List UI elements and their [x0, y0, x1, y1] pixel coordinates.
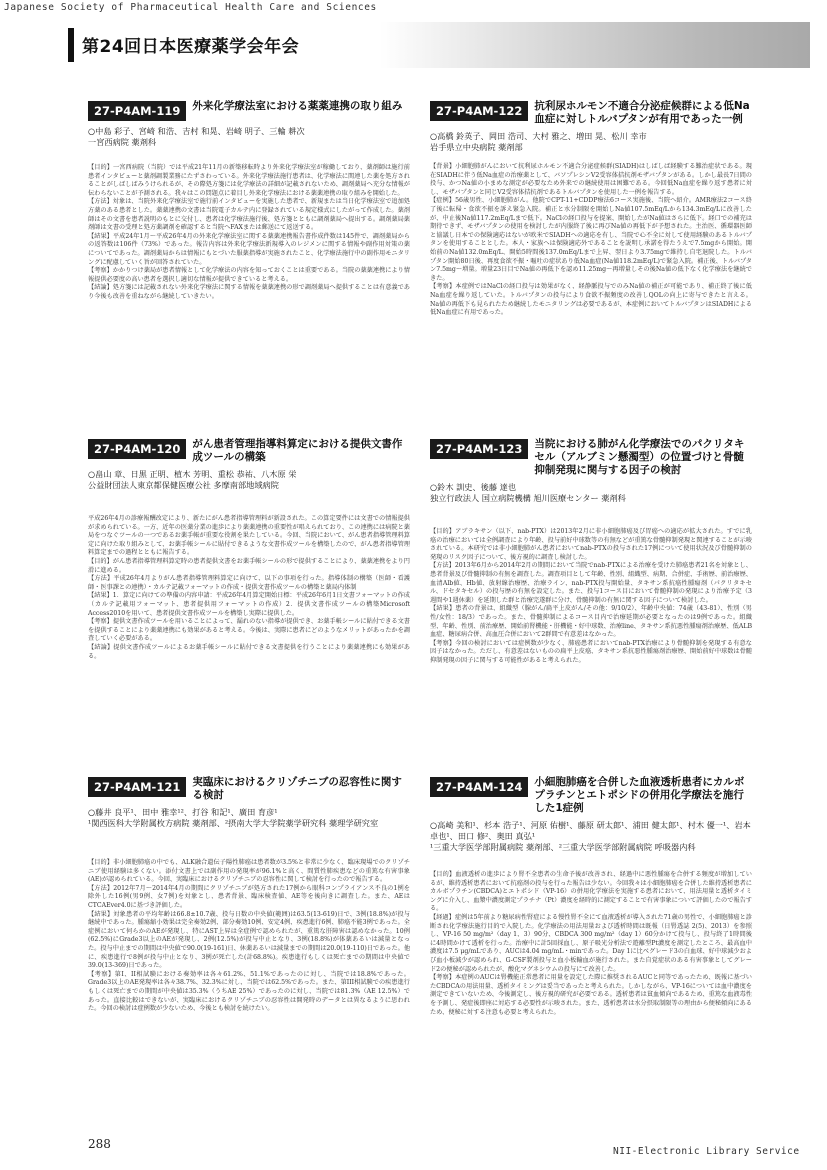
abstract-title: 抗利尿ホルモン不適合分泌症候群による低Na血症に対しトルバプタンが有用であった一例 [534, 100, 750, 125]
abstract-paragraph: 【結論】処方箋には記載されない外来化学療法に関する情報を薬薬連携の形で調剤薬局へ提供することは有意義であり今後も改善を重ねながら継続していきたい。 [88, 284, 410, 300]
abstract-authors: ○高橋 鈴英子、岡田 浩司、大村 雅之、増田 晃、松川 幸市 [430, 131, 647, 141]
abstract-title: がん患者管理指導料算定における提供文書作成ツールの構築 [192, 438, 403, 463]
abstract-title: 当院における肺がん化学療法でのパクリタキセル（アルブミン懸濁型）の位置づけと骨髄抑制発現に関与する因子の検討 [534, 438, 745, 476]
abstract-paragraph: 【目的】アブラキサン（以下、nab-PTX）は2013年2月に非小細胞肺癌及び胃癌への適応が拡大された。すでに乳癌の治療においては全例調査により年齢、投与前好中球数等の有無などが重篤な骨髄抑制発現と関連することが示唆されている。本研究では非小細胞肺がん患者においてnab-PTXの投与された17例について使用状況及び骨髄抑制の発現のリスク因子について、後方視的に調査し検討した。 [430, 528, 752, 561]
abstract-title: 実臨床におけるクリゾチニブの忍容性に関する検討 [192, 776, 402, 801]
abstract-paragraph: 【結果】1．算定に向けての準備の内容申請：平成26年4月算定開始日標：平成26年6月1日文書フォーマットの作成（カルテ記載用フォーマット、患者提供用フォーマットの作成）2．提供文書作成ツールの構築Microsoft Access2010を用いて、患者提供文書作成ツールを構築し実際に提供した。 [88, 592, 410, 617]
abstract-paragraph: 【目的】一宮西病院（当院）では平成21年11月の新築移転時より外来化学療法室が稼働しており、薬剤師は施行前患者インタビューと薬剤調製業務にたずさわっている。外来化学療法施行患者は、化学療法に関連した薬を処方されることがしばしばみうけられるが、その際処方箋には化学療法の詳細が記載されないため、調剤薬局へ充分な情報が伝わらないことが予測される。我々はこの問題点に着目し外来化学療法における薬薬連携の取り組みを開始した。 [88, 164, 410, 197]
abstract-paragraph: 【方法】2013年6月から2014年2月の期間において当院でnab-PTXによる治療を受けた肺癌患者21名を対象とし、患者背景及び骨髄抑制の有無を調査した。調査項目として年齢、性別、組織型、病期、合併症、手術歴、前治療歴、血清Alb値、Hb値、放射線治療歴、治療ライン、nab-PTX投与開始量、タキサン系抗癌性腫瘍剤（パクリタキセル、ドセタキセル）の投与歴の有無を設定した。また、投与1コース目において骨髄抑制の発現により治療予定（3週間や1週休薬）を延期した群と治療完遂群に分け、骨髄抑制の有無に関する因子について検討した。 [430, 562, 752, 604]
abstract-123 [430, 438, 752, 666]
abstract-affiliation: 独立行政法人 国立病院機構 旭川医療センター 薬剤科 [430, 493, 626, 503]
header-accent-bar [68, 28, 74, 62]
footer-service: NII-Electronic Library Service [613, 1146, 800, 1157]
abstract-paragraph: 【方法】平成26年4月よりがん患者指導管理料算定に向けて、以下の事項を行った。指導体制の構築（医師・看護師・医事課との連携）・カルテ記載フォーマットの作成・提供文書作成ツールの構築と薬局内体制 [88, 575, 410, 591]
abstract-paragraph: 【考察】本症例のAUCは腎機能正常患者に用量を設定した際に推奨されるAUCと同等であったため、既報に基づいたCBDCAの用法用量、透析タイミングは妥当であったと考えられた。しかしながら、VP-16については血中濃度を測定できていないため、今後測定し、後方視的研究が必要である。透析患者は貧血傾向であるため、重篤な血液毒性を予測し、発症後即座に対応する必要性が示唆された。また、透析患者は水分摂取制限等の理由から便秘傾向にあるため、便秘に対する注意も必要と考えられた。 [430, 974, 752, 1016]
abstract-paragraph: 【結論】提供文書作成ツールによるお薬手帳シールに貼付できる文書提供を行うことにより薬薬連携にも効果がある。 [88, 643, 410, 660]
abstract-122 [430, 100, 752, 318]
page-number: 288 [88, 1137, 111, 1151]
abstract-paragraph: 【目的】がん患者指導管理料算定時の患者提供文書をお薬手帳シールの形で提供することにより、薬薬連携をより円滑に進める。 [88, 557, 410, 574]
abstract-affiliation: ¹三重大学医学部附属病院 薬剤部、²三重大学医学部附属病院 呼吸器内科 [430, 842, 696, 852]
abstract-code: 27-P4AM-120 [88, 439, 186, 459]
abstract-paragraph: 【経過】症例は5年前より糖尿病性腎症による慢性腎不全にて血液透析が導入された71歳の男性で、小細胞肺癌と診断され化学療法施行目的で入院した。化学療法の用法用量および透析時間は既報（日腎透誌 2(5)、2013）を参照し、VP-16 50 mg/m²（day 1、3）90分、CBDCA 300 mg/m²（day 1）60分かけて投与し、投与終了1時間後に4時間かけて透析を行った。治療中に計5回採血し、原子吸光分析法で遊離型Pt濃度を測定したところ、最高血中濃度は7.5 μg/mLであり、AUCは4.04 mg/mL・minであった。Day 1に比べグレード3の白血球、好中球減少および血小板減少が認められ、G-CSF製剤投与と血小板輸血が施行された。また自覚症状のある有害事象としてグレード2の便秘が認められたが、酸化マグネシウムの投与にて改善した。 [430, 913, 752, 973]
society-name: Japanese Society of Pharmaceutical Health Care and Sciences [4, 2, 377, 13]
abstract-paragraph: 【方法】対象は、当院外来化学療法室で施行前インタビューを実施した患者で、新規または当日化学療法室で追加処方薬のある患者とした。薬薬連携の文書は当院電子カルテ内に登録されている規定様式にしたがって作成した。薬剤師はその文書を患者説明のもとに交付し、患者は化学療法施行後、処方箋とともに調剤薬局へ提出する。調剤薬局薬剤師は文書の受理と処方薬調剤を確認すると当院へFAXまたは郵送にて返送する。 [88, 198, 410, 232]
abstract-paragraph: 【方法】2012年7月〜2014年4月の期間にクリゾチニブが処方された17例から眼科コンプライアンス不良の1例を除外した16例(男9例、女7例)を対象とし、患者背景、臨床検査値、AE等を後向きに調査した。また、AEはCTCAEver4.0に基づき評価した。 [88, 884, 410, 909]
abstract-authors: ○中島 彩子、宮崎 和浩、吉村 和晃、岩崎 明子、三輪 耕次 [88, 126, 305, 136]
abstract-paragraph: 平成26年4月の診療報酬改定により、新たにがん患者指導管理料が新設された。この算定要件には文書での情報提供が求められている。一方、近年の医薬分業の進歩により薬薬連携の重要性が唱えられており、この連携には病院と薬局をつなぐツールの一つであるお薬手帳が重要な役割を果たしている。今回、当院において、がん患者指導管理料算定に向けた取り組みとして、お薬手帳シールに貼付できるような文書作成ツールを構築したので、がん患者指導管理料算定までの過程とともに報告する。 [88, 515, 410, 557]
abstract-121 [88, 776, 410, 1014]
abstract-body [88, 164, 410, 302]
abstract-body [430, 163, 752, 318]
abstract-authors: ○鈴木 訓史、後藤 達也 [430, 482, 517, 492]
abstract-paragraph: 【考察】提供文書作成ツールを用いることによって、漏れのない指導が提供でき、お薬手帳シールに貼付できる文書を提供することにより薬薬連携にも効果があると考える。今後は、実際に患者にどのようなメリットがあったかを調査していく必要がある。 [88, 618, 410, 643]
abstract-body [430, 871, 752, 1017]
abstract-affiliation: 一宮西病院 薬剤科 [88, 137, 157, 147]
conference-title: 第24回日本医療薬学会年会 [82, 37, 300, 57]
abstract-body [430, 528, 752, 666]
abstract-paragraph: 【結果】対象患者の平均年齢は66.8±10.7歳、投与日数の中央値(範囲)は63.5(13-619)日で、3例(18.8%)が投与継続中であった。腫瘍縮小効果は完全奏効2例、部分奏効10例、安定4例、疾患進行6例、肺癌不能3例であった。全症例において何らかのAEが発現し、特にAST上昇は全症例で認められたが、重篤な肝障害は認めなかった。10例(62.5%)にGrade3以上のAEが発現し、2例(12.5%)が投与中止となり、3例(18.8%)が体薬あるいは減量となった。投与中止までの期間は中央値で90.0(19-161)日、休薬あるいは減量までの期間は20.0(19-110)日であった。他に、疾患進行で8例が投与中止となり、3例が死亡した(計68.8%)。疾患進行もしくは死亡までの期間は中央値で39.0(13-369)日であった。 [88, 910, 411, 970]
abstract-code: 27-P4AM-122 [430, 101, 528, 121]
abstract-title: 外来化学療法室における薬薬連携の取り組み [192, 100, 403, 112]
abstract-paragraph: 【結果】平成24年1月〜平成26年4月の外来化学療法室に関する薬薬連携報告書作成件数は145件で、調剤薬局からの返答数は106件（73%）であった。報告内容は外来化学療法新規導入のレジメンに関する情報や副作用対策の薬についてであった。調剤薬局からは情報にもとづいた服薬指導が実施されたこと、化学療法施行中の副作用モニタリングに配慮していく旨が回答されていた。 [88, 232, 410, 266]
abstract-authors: ○藤井 良平¹、田中 雅幸¹²、打谷 和記¹、廣田 育彦¹ [88, 807, 278, 817]
abstract-paragraph: 【症例】56歳男性、小細胞肺がん。他院でCPT-11+CDDP療法6コース実施後、当院へ紹介。AMR療法2コース終了後に転帰・食欲不振を訴え緊急入院。補正と水分制限を開始しNa値107.5mEq/Lから134.3mEq/Lに改善したが、中止後Na値117.2mEq/Lまで低下。NaClの経口投与を提案、開始したがNa値はさらに低下。経口での補充は期待できず、モザバプタンの使用を検討したが内服終了後に再びNa値の再低下が予想された。主治医、循環器医師と協議し日本での保険適応はないが欧米でSIADHへの適応を有し、当院で心不全に対して使用経験のあるトルバプタンを使用することとした。本人・家族へは保険適応外であることを説明し承諾を得たうえで7.5mgから開始。開始前のNa値132.0mEq/L、開始5時間後137.0mEq/Lまで上昇、翌日より3.75mgで維持し自宅退院した。トルバプタン開始80日後、再度食欲不振・嘔吐の症状あり低Na血症(Na値118.2mEq/L)で緊急入院。補正後、トルバプタン7.5mg〜増量。増量23日目でNa値の再低下を認め11.25mg〜再増量しその後Na値の低下なく化学療法を継続できた。 [430, 197, 752, 282]
abstract-paragraph: 【考察】本症例ではNaClの経口投与は効果がなく、経静脈投与でのみNa値の補正が可能であり、補正終了後に低Na血症を繰り返していた。トルバプタンの投与により食欲不振頻度の改善しQOLの向上に寄与できたと言える。Na値の再低下も見られたため継続したモニタリングは必要であるが、本症例においてトルバプタンはSIADHによる低Na血症に有用であった。 [430, 283, 752, 317]
abstract-code: 27-P4AM-123 [430, 439, 528, 459]
abstract-paragraph: 【考察】かかりつけ薬局が患者情報として化学療法の内容を知っておくことは重要である。当院の薬薬連携により情報提供必要度の高い患者を選択し適切な情報が提供できていると考える。 [88, 267, 410, 283]
abstract-title: 小細胞肺癌を合併した血液透析患者にカルボプラチンとエトポシドの併用化学療法を施行した1症例 [534, 776, 745, 814]
abstract-code: 27-P4AM-124 [430, 777, 528, 797]
abstract-affiliation: ¹関西医科大学附属枚方病院 薬剤部、²摂南大学大学院薬学研究科 薬理学研究室 [88, 818, 379, 828]
abstract-body [88, 859, 410, 1014]
abstract-affiliation: 公益財団法人東京都保健医療公社 多摩南部地域病院 [88, 480, 279, 490]
abstract-120 [88, 438, 410, 661]
abstract-paragraph: 【結果】患者の背景は、組織型（腺がん/扁平上皮がん/その他：9/10/2）、年齢中央値：74歳（43-81）、性別（男性/女性：18/3）であった。また、骨髄抑制によるコース目内で治療延期が必要となったのは9例であった。組織型、年齢、性別、前治療歴、開始前腎機能・肝機能・好中球数、治療line、タキサン系抗悪性腫瘍剤治療歴、低ALB血症、糖尿病合併、高血圧合併において2群間で有意差はなかった。 [430, 605, 752, 639]
abstract-124 [430, 776, 752, 1017]
abstract-paragraph: 【背景】小細胞肺がんにおいて抗利尿ホルモン不適合分泌症候群(SIADH)はしばしば経験する難治症状である。現在SIADHに伴う低Na血症の治療薬として、バソプレシンV2受容体拮抗剤モザバプタンがある。しかし最長7日間の投与、かつNa値の小まめな測定が必要なため外来での継続使用は困難である。今回低Na血症を繰り返す患者に対し、モザバプタンと同じV2受容体拮抗剤であるトルバプタンを使用した一例を報告する。 [430, 163, 752, 196]
abstract-paragraph: 【考察】第I、II相試験における奏効率は各々61.2%、51.1%であったのに対し、当院では18.8%であった。Grade3以上のAE発現率は各々38.7%、32.3%に対し、当院では62.5%であった。また、第III相試験での疾患進行もしくは死亡までの期間が中央値は35.3%（うちAE 25%）であったのに対し、当院では81.3%（AE 12.5%）であった。直接比較はできないが、実臨床におけるクリゾチニブの忍容性は開発時のデータとは異なるように思われた。今回の検討は症例数が少ないため、今後とも検討を続けたい。 [88, 970, 410, 1013]
abstract-code: 27-P4AM-119 [88, 101, 186, 121]
abstract-119 [88, 100, 410, 302]
abstract-paragraph: 【考察】今回の検討においては症例数が少なく、肺癌患者においてnab-PTX治療により骨髄抑制を発現する有意な因子はなかった。ただし、有意差はないものの扁平上皮癌、タキサン系抗悪性腫瘍剤治療歴、開始前好中球数は骨髄抑制発現の因子に関与する可能性があると考えられた。 [430, 639, 752, 664]
abstract-affiliation: 岩手県立中央病院 薬剤部 [430, 142, 523, 152]
abstract-authors: ○畠山 章、日黒 正明、植木 芳明、重松 恭祐、八木原 栄 [88, 469, 297, 479]
abstract-authors: ○高崎 美和¹、杉本 浩子¹、河原 佑樹¹、藤原 研太郎¹、浦田 健太郎¹、村木 優一¹、岩本 卓也¹、田口 修²、奥田 真弘¹ [430, 820, 751, 841]
abstract-body [88, 515, 410, 661]
abstract-code: 27-P4AM-121 [88, 777, 186, 797]
abstract-paragraph: 【目的】非小細胞肺癌の中でも、ALK融合遺伝子陽性肺癌は患者数が3.5%と非常に少なく、臨床現場でのクリゾチニブ使用経験は多くない。添付文書上では副作用の発現率が96.1%と高く、間質性肺疾患などの重篤な有害事象(AE)が認められている。今回、実臨床におけるクリゾチニブの忍容性に関して検討を行ったので報告する。 [88, 859, 410, 884]
abstract-paragraph: 【目的】血液透析の進歩により腎不全患者の生命予後が改善され、経過中に悪性腫瘍を合併する頻度が増加しているが、維持透析患者において抗癌剤の投与を行った報告は少ない。今回我々は小細胞肺癌を合併した維持透析患者にカルボプラチン(CBDCA)とエトポシド（VP-16）の併用化学療法を実施する患者において、用法用量と透析タイミングに介入し、血漿中濃度測定プラチナ（Pt）濃度を経時的に測定することで有害事象について評価したので報告する。 [430, 871, 752, 913]
